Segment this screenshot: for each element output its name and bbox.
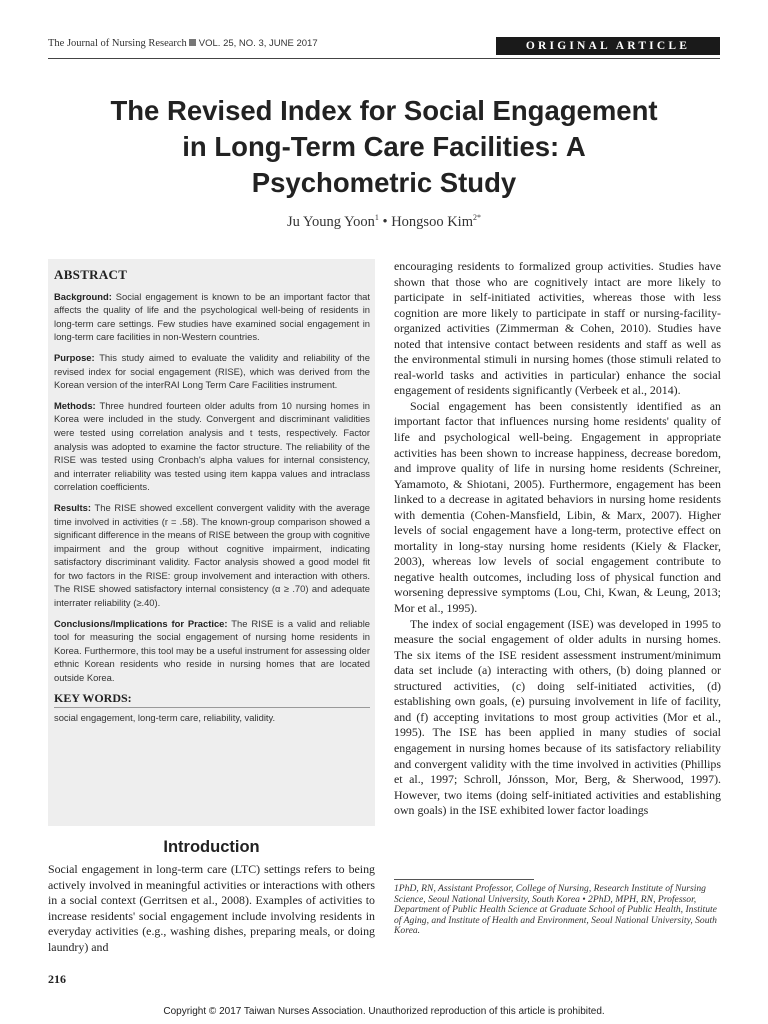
- journal-volume: VOL. 25, NO. 3, JUNE 2017: [198, 38, 318, 49]
- section-text: This study aimed to evaluate the validity and reliability of the revised index for social engagement (RISE), which was derived from the Korean version of the interRAI Long Term Care Facilities instrument.: [54, 351, 370, 391]
- copyright-notice: Copyright © 2017 Taiwan Nurses Association. Unauthorized reproduction of this article is prohibited.: [163, 1006, 605, 1017]
- journal-header: [48, 38, 318, 49]
- title-line: Psychometric Study: [251, 167, 517, 198]
- abstract-background: [54, 290, 370, 344]
- header-divider: [48, 58, 720, 59]
- author-line: [48, 213, 720, 231]
- section-label: Background:: [54, 290, 112, 302]
- paragraph: Social engagement in long-term care (LTC) settings refers to being actively involved in meaningful activities or interactions with others in a social context (Gerritsen et al., 2008). Examples of activities to increase residents' social engagement include involving residents in everyday activities (e.g., washing dishes, preparing meals, or doing laundry) and: [48, 862, 375, 954]
- page-number: 216: [48, 972, 66, 986]
- abstract-methods: [54, 399, 370, 494]
- article-type-badge: ORIGINAL ARTICLE: [496, 37, 720, 55]
- introduction-heading: Introduction: [163, 838, 260, 856]
- section-text: The RISE showed excellent convergent validity with the average time involved in activities (r = .58). The known-group comparison showed a significant difference in the means of RISE between the group with cognitive impairment and the group without cognitive impairment, indicating satisfactory discriminant validity. Factor analysis showed a good model fit for two factors in the RISE: group involvement and interaction with others. The RISE showed satisfactory internal consistency (α ≥ .70) and adequate interrater reliability (≥.40).: [54, 501, 370, 609]
- author-separator: •: [378, 213, 392, 230]
- keywords-divider: [54, 707, 370, 708]
- square-bullet-icon: [189, 39, 196, 46]
- right-column-body: [394, 259, 721, 819]
- section-label: Methods:: [54, 399, 96, 411]
- section-label: Results:: [54, 501, 91, 513]
- keywords-heading: KEY WORDS:: [54, 690, 132, 705]
- title-line: The Revised Index for Social Engagement: [110, 95, 658, 126]
- paragraph: The index of social engagement (ISE) was developed in 1995 to measure the social engagement of older adults in nursing homes. The six items of the ISE resident assessment instrument/minimum data set include (a) interacting with others, (b) doing planned or structured activities, (c) doing self-initiated activities, (d) establishing own goals, (e) pursuing involvement in life of facility, and (f) accepting invitations to most group activities (Mor et al., 1995). The ISE has been applied in many studies of social engagement in nursing homes because of its satisfactory reliability and convergent validity with the time involved in activities (Phillips et al., 1997; Schroll, Jónsson, Mor, Berg, & Sherwood, 1997). However, two items (doing self-initiated activities and establishing own goals) in the ISE exhibited lower factor loadings: [394, 616, 721, 818]
- footnote-divider: [394, 879, 534, 880]
- abstract-content: [54, 268, 370, 725]
- abstract-conclusions: [54, 617, 370, 685]
- author-affiliation-mark: 2*: [472, 213, 481, 222]
- abstract-purpose: [54, 351, 370, 392]
- section-text: The RISE is a valid and reliable tool for measuring the social engagement of nursing home residents in Korea. Furthermore, this tool may be a useful instrument for assessing older ethnic Korean residents who reside in nursing homes that are located outside Korea.: [54, 617, 370, 684]
- section-label: Conclusions/Implications for Practice:: [54, 617, 228, 629]
- section-text: Social engagement is known to be an important factor that affects the quality of life and the psychological well-being of residents in long-term care settings. Few studies have examined social engagement in long-term care facilities in non-Western countries.: [54, 290, 370, 343]
- author-name: Ju Young Yoon: [287, 213, 375, 230]
- journal-name: The Journal of Nursing Research: [48, 38, 187, 49]
- author-affiliation-mark: 1: [374, 213, 379, 222]
- section-text: Three hundred fourteen older adults from 10 nursing homes in Korea were included in the study. Convergent and discriminant validities were tested using correlation analysis and t tests, respectively. Factor analysis was adopted to examine the factor structure. The reliability of the RISE was tested using Cronbach's alpha values for internal consistency, and interrater reliability was tested using item kappa values and intraclass correlation coefficients.: [54, 399, 370, 493]
- author-footnote: 1PhD, RN, Assistant Professor, College of Nursing, Research Institute of Nursing Science, Seoul National University, South Korea • 2PhD, MPH, RN, Professor, Department of Public Health Science at Graduate School of Public Health, Institute of Aging, and Institute of Health and Environment, Seoul National University, South Korea.: [394, 883, 717, 936]
- introduction-body: [48, 862, 375, 955]
- keywords-list: social engagement, long-term care, reliability, validity.: [54, 712, 276, 724]
- abstract-results: [54, 501, 370, 610]
- title-line: in Long-Term Care Facilities: A: [182, 131, 586, 162]
- paragraph: encouraging residents to formalized group activities. Studies have shown that those who are cognitively intact are more likely to participate in self-initiated activities, whereas those with less cognition are more likely to participate in staff or nursing-facility-organized activities (Zimmerman & Cohen, 2010). Studies have noted that intensive contact between residents and staff as well as the environmental stimuli in nursing homes (those stimuli related to real-world tasks and activities in particular) enhance the social engagement of residents significantly (Verbeek et al., 2014).: [394, 259, 721, 398]
- article-title: [48, 93, 720, 201]
- author-name: Hongsoo Kim: [391, 213, 473, 230]
- section-label: Purpose:: [54, 351, 95, 363]
- abstract-heading: ABSTRACT: [54, 267, 128, 282]
- paragraph: Social engagement has been consistently identified as an important factor that influences nursing home residents' quality of life and psychological well-being. Engagement in appropriate activities has been shown to increase happiness, decrease boredom, and improve quality of life in nursing home residents (Schreiner, Yamamoto, & Shiotani, 2005). Furthermore, engagement has been linked to a decrease in agitated behaviors in nursing home residents with dementia (Cohen-Mansfield, Libin, & Marx, 2007). Higher levels of social engagement have a long-term, protective effect on mortality in long-stay nursing home residents (Kiely & Flacker, 2003), whereas low levels of social engagement contribute to negative health outcomes, including loss of physical function and worsening depressive symptoms (Lou, Chi, Kwan, & Leung, 2013; Mor et al., 1995).: [394, 398, 721, 616]
